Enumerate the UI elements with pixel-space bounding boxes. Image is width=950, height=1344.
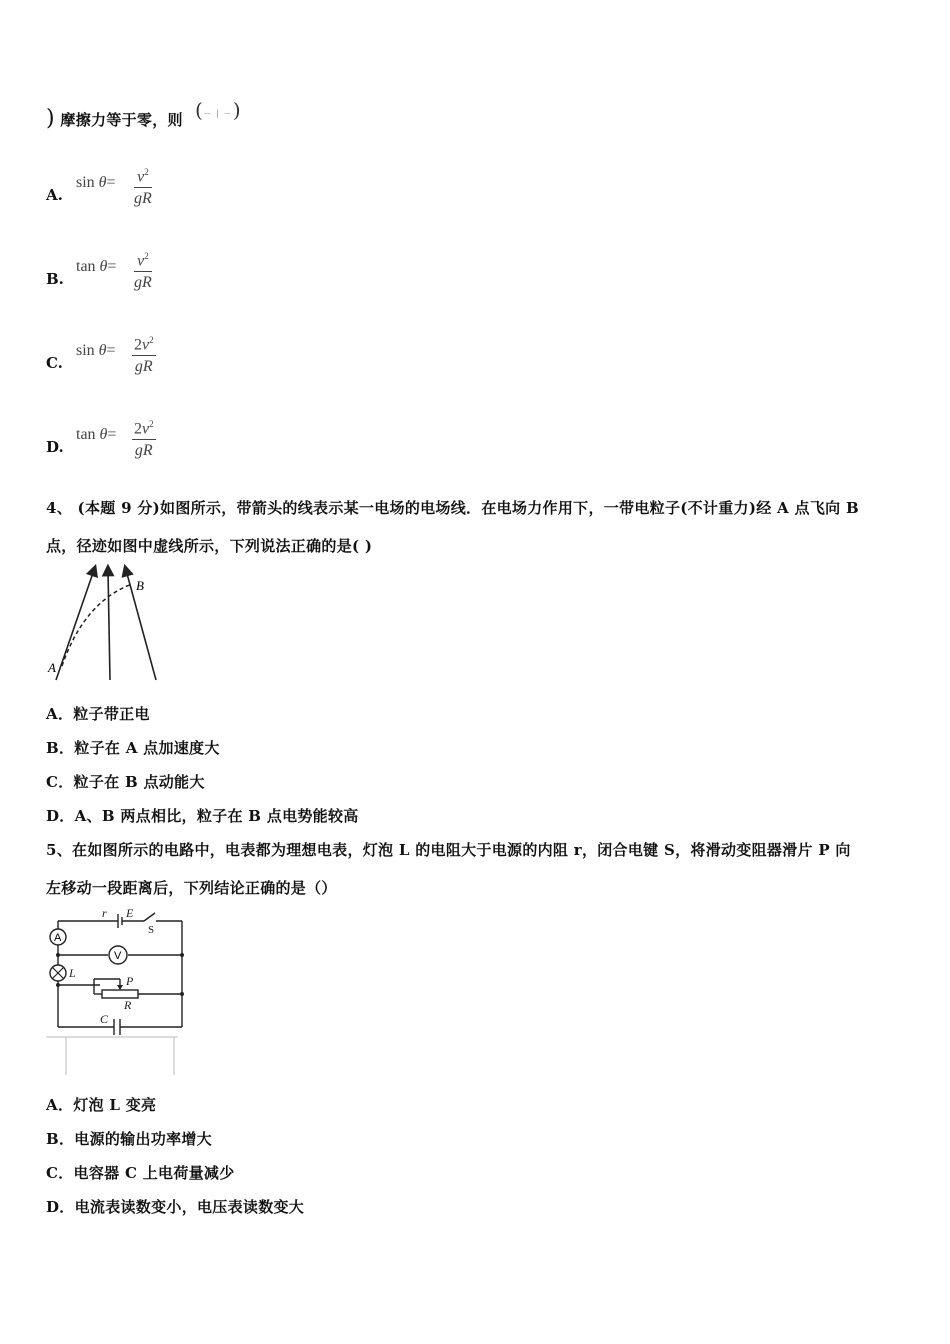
q3-tail-line <box>46 106 183 131</box>
fraction-denominator: gR <box>134 190 152 208</box>
svg-text:r: r <box>102 906 107 920</box>
q5-option-a: A．灯泡 L 变亮 <box>46 1096 157 1114</box>
fraction-numerator: $v^2$ <box>134 246 152 272</box>
svg-text:R: R <box>124 998 132 1012</box>
q5-option-d: D．电流表读数变小，电压表读数变大 <box>46 1198 305 1216</box>
formula-lhs: tan θ= <box>76 426 117 443</box>
option-label: B. <box>46 270 64 288</box>
formula-lhs: sin θ= <box>76 174 116 191</box>
q3-open-paren: ) <box>46 106 55 131</box>
svg-text:P: P <box>126 974 134 988</box>
option-label: C. <box>46 354 63 372</box>
q5-question-line2: 左移动一段距离后，下列结论正确的是（） <box>46 879 337 897</box>
q3-option-b <box>46 248 246 300</box>
fraction-numerator: $2v^2$ <box>132 414 156 440</box>
q4-question-line2: 点，径迹如图中虚线所示，下列说法正确的是( ) <box>46 537 373 555</box>
formula-lhs: tan θ= <box>76 258 117 275</box>
svg-text:A: A <box>54 932 62 944</box>
q3-option-d <box>46 416 246 468</box>
field-line-middle <box>108 570 110 680</box>
formula-fraction <box>132 414 156 462</box>
q4-option-a: A．粒子带正电 <box>46 705 150 723</box>
svg-text:C: C <box>100 1012 109 1026</box>
q3-answer-bracket: (ㄧ丨ㄧ) <box>195 98 241 122</box>
formula-fraction <box>134 162 152 210</box>
svg-text:E: E <box>126 906 134 920</box>
svg-text:L: L <box>69 966 76 980</box>
particle-trajectory <box>62 584 132 666</box>
q4-option-d: D．A、B 两点相比，粒子在 B 点电势能较高 <box>46 807 359 825</box>
q5-option-b: B．电源的输出功率增大 <box>46 1130 212 1148</box>
formula-fraction <box>134 246 152 294</box>
fraction-numerator: $2v^2$ <box>132 330 156 356</box>
svg-text:S: S <box>148 924 155 936</box>
q4-option-b: B．粒子在 A 点加速度大 <box>46 739 220 757</box>
q4-question-line1: 4、 (本题 9 分)如图所示，带箭头的线表示某一电场的电场线．在电场力作用下，一带电粒子(不计重力)经 A 点飞向 B <box>46 499 859 517</box>
q5-circuit-figure <box>44 905 190 1077</box>
field-line-left <box>56 570 94 680</box>
q3-tail-text: 摩擦力等于零，则 <box>60 111 183 129</box>
fraction-denominator: gR <box>134 442 153 460</box>
formula-fraction <box>132 330 156 378</box>
q4-field-lines-figure <box>44 562 164 684</box>
option-label: A. <box>46 186 63 204</box>
point-b-label: B <box>136 578 144 593</box>
q3-option-a <box>46 164 246 216</box>
q3-option-c <box>46 332 246 384</box>
option-label: D. <box>46 438 64 456</box>
point-a-label: A <box>48 660 56 675</box>
svg-text:V: V <box>114 950 122 962</box>
formula-lhs: sin θ= <box>76 342 116 359</box>
fraction-denominator: gR <box>134 274 152 292</box>
q5-option-c: C．电容器 C 上电荷量减少 <box>46 1164 235 1182</box>
q4-option-c: C．粒子在 B 点动能大 <box>46 773 205 791</box>
fraction-denominator: gR <box>134 358 153 376</box>
fraction-numerator: $v^2$ <box>134 162 152 188</box>
q5-question-line1: 5、在如图所示的电路中，电表都为理想电表，灯泡 L 的电阻大于电源的内阻 r，闭合电键 S，将滑动变阻器滑片 P 向 <box>46 841 851 859</box>
